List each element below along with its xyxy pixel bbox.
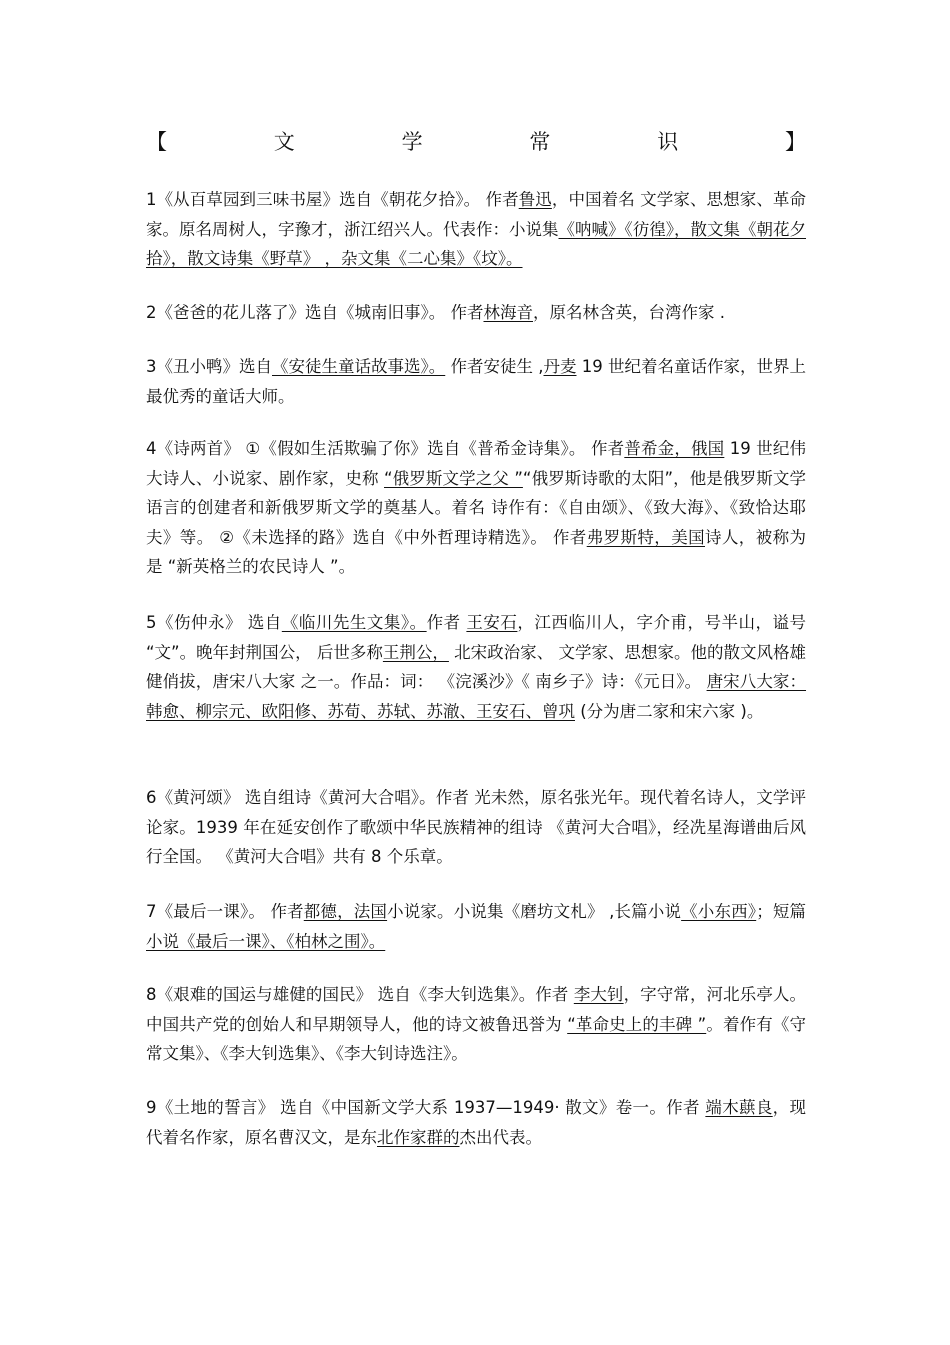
title-char: 识	[657, 130, 679, 154]
page-title	[146, 128, 806, 156]
text-segment: ，原名林含英，台湾作家 .	[533, 303, 725, 322]
text-segment: ，江西临川人，字介甫，号半山，谥号 “文”。晚年封荆国公， 后世多称	[146, 613, 807, 662]
underlined-text: “俄罗斯文学之父 ”	[384, 468, 523, 488]
underlined-text: 李大钊	[573, 985, 624, 1004]
entry-paragraph	[146, 897, 806, 956]
underlined-text: 端木蕻良	[705, 1098, 773, 1117]
title-char: 常	[529, 130, 551, 154]
entry-paragraph	[146, 434, 806, 582]
text-segment: 7《最后一课》。 作者	[146, 902, 304, 921]
title-char: 学	[401, 130, 423, 154]
underlined-text: 都德，法国	[303, 902, 388, 921]
entry-paragraph	[146, 608, 806, 726]
text-segment: 作者安徒生 ,	[445, 357, 544, 376]
underlined-text: 北作家群的	[377, 1127, 460, 1147]
underlined-text: 林海音	[483, 303, 533, 322]
underlined-text: 《呐喊》《彷徨》，散文集《朝花夕拾》，散文诗集《野草》 ，杂文集《二心集》《坟》。	[146, 219, 806, 268]
text-segment: 4《诗两首》 ①《假如生活欺骗了你》选自《普希金诗集》。 作者	[146, 439, 625, 458]
underlined-text: 普希金，俄国	[624, 439, 725, 458]
text-segment: 2《爸爸的花儿落了》选自《城南旧事》。 作者	[146, 303, 484, 322]
title-open-bracket: 【	[146, 130, 167, 154]
text-segment: 19 世纪伟大诗人、小说家、剧作家，史称	[146, 439, 807, 488]
entry-paragraph	[146, 298, 806, 328]
underlined-text: 王荆公，	[382, 642, 449, 662]
underlined-text: “革命史上的丰碑 ”	[567, 1014, 707, 1034]
entry-paragraph	[146, 783, 806, 872]
text-segment: 1《从百草园到三味书屋》选自《朝花夕拾》。 作者	[146, 190, 519, 209]
entry-paragraph	[146, 1093, 806, 1152]
text-segment: 北宋政治家、 文学家、思想家。他的散文风格雄健俏拔，唐宋八大家 之一。作品：词： 《浣溪沙》《 南乡子》诗：《元日》。	[146, 642, 806, 691]
text-segment: 作者	[426, 613, 467, 632]
text-segment: 3《丑小鸭》选自	[146, 357, 272, 376]
text-segment: 。着作有《守常文集》、《李大钊选集》、《李大钊诗选注》。	[146, 1014, 807, 1063]
text-segment: 杰出代表。	[459, 1127, 542, 1147]
text-segment: ，中国着名 文学家、思想家、革命家。原名周树人，字豫才，浙江绍兴人。代表作：小说集	[146, 190, 807, 239]
text-segment: 诗人，被称为是 “新英格兰的农民诗人 ”。	[146, 527, 806, 576]
underlined-text: 《安徒生童话故事选》。	[272, 357, 446, 376]
title-close-bracket: 】	[784, 130, 806, 154]
underlined-text: 鲁迅	[518, 190, 552, 209]
text-segment: 8《艰难的国运与雄健的国民》 选自《李大钊选集》。作者	[146, 985, 574, 1004]
text-segment: 19 世纪着名童话作家，世界上最优秀的童话大师。	[146, 357, 806, 406]
underlined-text: 丹麦	[543, 357, 577, 376]
underlined-text: 唐宋八大家：韩愈、柳宗元、欧阳修、苏荀、苏轼、苏澈、王安石、曾巩	[146, 672, 807, 721]
title-char: 文	[273, 130, 295, 154]
text-segment: ，字守常，河北乐亭人。中国共产党的创始人和早期领导人，他的诗文被鲁迅誉为	[146, 985, 807, 1034]
entry-paragraph	[146, 185, 806, 274]
text-segment: 6《黄河颂》 选自组诗《黄河大合唱》。作者 光未然，原名张光年。现代着名诗人，文学评论家。1939 年在延安创作了歌颂中华民族精神的组诗 《黄河大合唱》，经冼星海谱曲后风行全国。 《黄河大合唱》共有 8 个乐章。	[146, 788, 806, 866]
text-segment: “俄罗斯诗歌的太阳”，他是俄罗斯文学语言的创建者和新俄罗斯文学的奠基人。着名 诗作有：《自由颂》、《致大海》、《致恰达耶夫》等。 ②《未选择的路》选自《中外哲理诗精选》。 作者	[146, 468, 806, 547]
text-segment: 5《伤仲永》 选自	[146, 613, 282, 632]
underlined-text: 王安石	[466, 613, 518, 632]
text-segment: ，现代着名作家，原名曹汉文，是东	[146, 1098, 806, 1147]
text-segment: 小说家。小说集《磨坊文札》 ,长篇小说	[387, 902, 682, 921]
text-segment: ；短篇	[756, 902, 807, 921]
underlined-text: 弗罗斯特，美国	[586, 527, 705, 547]
underlined-text: 小说《最后一课》、《柏林之围》。	[146, 931, 386, 951]
entry-paragraph	[146, 352, 806, 411]
text-segment: (分为唐二家和宋六家 )。	[575, 701, 764, 721]
text-segment: 9《土地的誓言》 选自《中国新文学大系 1937—1949· 散文》卷一。作者	[146, 1098, 706, 1117]
underlined-text: 《临川先生文集》。	[281, 613, 427, 632]
entry-paragraph	[146, 980, 806, 1069]
underlined-text: 《小东西》	[681, 902, 757, 921]
